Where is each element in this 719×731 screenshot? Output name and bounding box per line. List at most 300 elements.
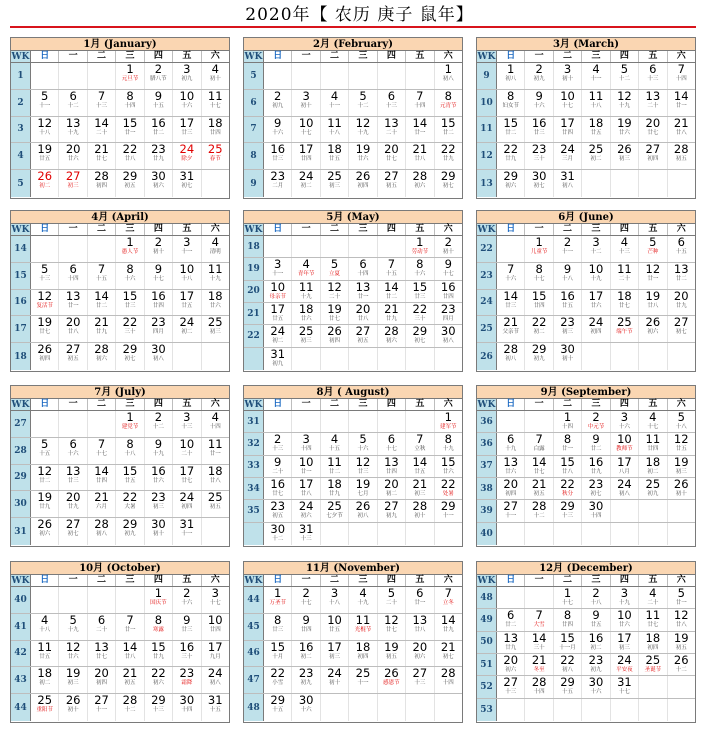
day-cell[interactable]: [611, 456, 639, 477]
day-cell[interactable]: [378, 303, 406, 324]
day-cell[interactable]: [525, 170, 553, 197]
day-cell[interactable]: [202, 263, 229, 289]
day-cell[interactable]: [292, 667, 320, 693]
day-cell[interactable]: [639, 632, 667, 653]
day-cell[interactable]: [264, 348, 292, 370]
day-cell[interactable]: [31, 343, 59, 370]
day-cell[interactable]: [31, 694, 59, 721]
day-cell[interactable]: [525, 433, 553, 454]
day-cell[interactable]: [116, 290, 144, 316]
day-cell[interactable]: [525, 90, 553, 116]
day-cell[interactable]: [264, 614, 292, 640]
day-cell[interactable]: [611, 117, 639, 143]
day-cell[interactable]: [435, 614, 462, 640]
day-cell[interactable]: [321, 641, 349, 667]
day-cell[interactable]: [145, 263, 173, 289]
day-cell[interactable]: [349, 433, 377, 454]
day-cell[interactable]: [554, 433, 582, 454]
day-cell[interactable]: [173, 170, 201, 197]
day-cell[interactable]: [173, 614, 201, 640]
day-cell[interactable]: [349, 170, 377, 197]
day-cell[interactable]: [497, 63, 525, 89]
day-cell[interactable]: [264, 90, 292, 116]
day-cell[interactable]: [582, 433, 610, 454]
day-cell[interactable]: [378, 641, 406, 667]
day-cell[interactable]: [202, 316, 229, 342]
day-cell[interactable]: [554, 170, 582, 197]
day-cell[interactable]: [292, 303, 320, 324]
day-cell[interactable]: [554, 500, 582, 521]
day-cell[interactable]: [497, 316, 525, 342]
day-cell[interactable]: [202, 667, 229, 693]
day-cell[interactable]: [145, 117, 173, 143]
day-cell[interactable]: [264, 523, 292, 545]
day-cell[interactable]: [435, 325, 462, 346]
day-cell[interactable]: [321, 500, 349, 521]
day-cell[interactable]: [292, 258, 320, 279]
day-cell[interactable]: [59, 641, 87, 667]
day-cell[interactable]: [435, 587, 462, 613]
day-cell[interactable]: [59, 694, 87, 721]
day-cell[interactable]: [88, 694, 116, 721]
day-cell[interactable]: [116, 491, 144, 517]
day-cell[interactable]: [435, 433, 462, 454]
day-cell[interactable]: [59, 316, 87, 342]
day-cell[interactable]: [639, 609, 667, 630]
day-cell[interactable]: [321, 281, 349, 302]
day-cell[interactable]: [59, 343, 87, 370]
day-cell[interactable]: [525, 609, 553, 630]
day-cell[interactable]: [292, 170, 320, 197]
day-cell[interactable]: [582, 117, 610, 143]
day-cell[interactable]: [668, 63, 695, 89]
day-cell[interactable]: [435, 411, 462, 432]
day-cell[interactable]: [145, 667, 173, 693]
day-cell[interactable]: [406, 667, 434, 693]
day-cell[interactable]: [406, 433, 434, 454]
day-cell[interactable]: [378, 325, 406, 346]
day-cell[interactable]: [321, 325, 349, 346]
day-cell[interactable]: [582, 587, 610, 608]
day-cell[interactable]: [59, 614, 87, 640]
day-cell[interactable]: [264, 587, 292, 613]
day-cell[interactable]: [116, 117, 144, 143]
day-cell[interactable]: [611, 609, 639, 630]
day-cell[interactable]: [202, 614, 229, 640]
day-cell[interactable]: [116, 667, 144, 693]
day-cell[interactable]: [173, 641, 201, 667]
day-cell[interactable]: [31, 90, 59, 116]
day-cell[interactable]: [668, 290, 695, 316]
day-cell[interactable]: [173, 63, 201, 89]
day-cell[interactable]: [292, 281, 320, 302]
day-cell[interactable]: [145, 143, 173, 169]
day-cell[interactable]: [497, 117, 525, 143]
day-cell[interactable]: [406, 325, 434, 346]
day-cell[interactable]: [88, 518, 116, 545]
day-cell[interactable]: [145, 90, 173, 116]
day-cell[interactable]: [116, 438, 144, 464]
day-cell[interactable]: [639, 478, 667, 499]
day-cell[interactable]: [639, 456, 667, 477]
day-cell[interactable]: [554, 236, 582, 262]
day-cell[interactable]: [611, 316, 639, 342]
day-cell[interactable]: [116, 465, 144, 491]
day-cell[interactable]: [202, 117, 229, 143]
day-cell[interactable]: [668, 456, 695, 477]
day-cell[interactable]: [349, 614, 377, 640]
day-cell[interactable]: [435, 170, 462, 197]
day-cell[interactable]: [349, 325, 377, 346]
day-cell[interactable]: [349, 281, 377, 302]
day-cell[interactable]: [321, 456, 349, 477]
day-cell[interactable]: [202, 63, 229, 89]
day-cell[interactable]: [145, 587, 173, 613]
day-cell[interactable]: [31, 465, 59, 491]
day-cell[interactable]: [145, 518, 173, 545]
day-cell[interactable]: [292, 478, 320, 499]
day-cell[interactable]: [264, 258, 292, 279]
day-cell[interactable]: [525, 676, 553, 697]
day-cell[interactable]: [554, 63, 582, 89]
day-cell[interactable]: [292, 143, 320, 169]
day-cell[interactable]: [525, 143, 553, 169]
day-cell[interactable]: [31, 263, 59, 289]
day-cell[interactable]: [31, 316, 59, 342]
day-cell[interactable]: [202, 694, 229, 721]
day-cell[interactable]: [497, 609, 525, 630]
day-cell[interactable]: [202, 411, 229, 437]
day-cell[interactable]: [31, 143, 59, 169]
day-cell[interactable]: [497, 456, 525, 477]
day-cell[interactable]: [525, 632, 553, 653]
day-cell[interactable]: [435, 667, 462, 693]
day-cell[interactable]: [145, 236, 173, 262]
day-cell[interactable]: [554, 676, 582, 697]
day-cell[interactable]: [173, 491, 201, 517]
day-cell[interactable]: [173, 518, 201, 545]
day-cell[interactable]: [88, 667, 116, 693]
day-cell[interactable]: [435, 641, 462, 667]
day-cell[interactable]: [525, 236, 553, 262]
day-cell[interactable]: [59, 170, 87, 197]
day-cell[interactable]: [202, 236, 229, 262]
day-cell[interactable]: [116, 263, 144, 289]
day-cell[interactable]: [435, 143, 462, 169]
day-cell[interactable]: [202, 290, 229, 316]
day-cell[interactable]: [668, 632, 695, 653]
day-cell[interactable]: [497, 500, 525, 521]
day-cell[interactable]: [116, 90, 144, 116]
day-cell[interactable]: [435, 236, 462, 257]
day-cell[interactable]: [349, 478, 377, 499]
day-cell[interactable]: [668, 143, 695, 169]
day-cell[interactable]: [611, 411, 639, 432]
day-cell[interactable]: [31, 667, 59, 693]
day-cell[interactable]: [582, 500, 610, 521]
day-cell[interactable]: [116, 641, 144, 667]
day-cell[interactable]: [378, 117, 406, 143]
day-cell[interactable]: [378, 500, 406, 521]
day-cell[interactable]: [349, 143, 377, 169]
day-cell[interactable]: [321, 303, 349, 324]
day-cell[interactable]: [406, 170, 434, 197]
day-cell[interactable]: [59, 143, 87, 169]
day-cell[interactable]: [497, 433, 525, 454]
day-cell[interactable]: [611, 290, 639, 316]
day-cell[interactable]: [668, 236, 695, 262]
day-cell[interactable]: [582, 676, 610, 697]
day-cell[interactable]: [406, 117, 434, 143]
day-cell[interactable]: [88, 438, 116, 464]
day-cell[interactable]: [668, 478, 695, 499]
day-cell[interactable]: [582, 90, 610, 116]
day-cell[interactable]: [145, 465, 173, 491]
day-cell[interactable]: [554, 456, 582, 477]
day-cell[interactable]: [582, 632, 610, 653]
day-cell[interactable]: [264, 433, 292, 454]
day-cell[interactable]: [554, 654, 582, 675]
day-cell[interactable]: [292, 694, 320, 721]
day-cell[interactable]: [349, 117, 377, 143]
day-cell[interactable]: [292, 500, 320, 521]
day-cell[interactable]: [145, 343, 173, 370]
day-cell[interactable]: [202, 143, 229, 169]
day-cell[interactable]: [264, 478, 292, 499]
day-cell[interactable]: [116, 170, 144, 197]
day-cell[interactable]: [59, 117, 87, 143]
day-cell[interactable]: [321, 117, 349, 143]
day-cell[interactable]: [173, 694, 201, 721]
day-cell[interactable]: [264, 325, 292, 346]
day-cell[interactable]: [349, 258, 377, 279]
day-cell[interactable]: [497, 654, 525, 675]
day-cell[interactable]: [525, 500, 553, 521]
day-cell[interactable]: [116, 316, 144, 342]
day-cell[interactable]: [525, 63, 553, 89]
day-cell[interactable]: [116, 518, 144, 545]
day-cell[interactable]: [349, 667, 377, 693]
day-cell[interactable]: [59, 667, 87, 693]
day-cell[interactable]: [554, 263, 582, 289]
day-cell[interactable]: [406, 258, 434, 279]
day-cell[interactable]: [202, 587, 229, 613]
day-cell[interactable]: [31, 290, 59, 316]
day-cell[interactable]: [173, 667, 201, 693]
day-cell[interactable]: [639, 90, 667, 116]
day-cell[interactable]: [406, 641, 434, 667]
day-cell[interactable]: [582, 290, 610, 316]
day-cell[interactable]: [378, 258, 406, 279]
day-cell[interactable]: [435, 456, 462, 477]
day-cell[interactable]: [173, 587, 201, 613]
day-cell[interactable]: [145, 63, 173, 89]
day-cell[interactable]: [31, 491, 59, 517]
day-cell[interactable]: [582, 63, 610, 89]
day-cell[interactable]: [292, 325, 320, 346]
day-cell[interactable]: [378, 478, 406, 499]
day-cell[interactable]: [525, 290, 553, 316]
day-cell[interactable]: [497, 263, 525, 289]
day-cell[interactable]: [406, 90, 434, 116]
day-cell[interactable]: [435, 258, 462, 279]
day-cell[interactable]: [145, 411, 173, 437]
day-cell[interactable]: [497, 676, 525, 697]
day-cell[interactable]: [173, 117, 201, 143]
day-cell[interactable]: [406, 456, 434, 477]
day-cell[interactable]: [321, 667, 349, 693]
day-cell[interactable]: [321, 143, 349, 169]
day-cell[interactable]: [639, 290, 667, 316]
day-cell[interactable]: [88, 263, 116, 289]
day-cell[interactable]: [116, 343, 144, 370]
day-cell[interactable]: [406, 281, 434, 302]
day-cell[interactable]: [116, 614, 144, 640]
day-cell[interactable]: [173, 316, 201, 342]
day-cell[interactable]: [378, 587, 406, 613]
day-cell[interactable]: [202, 90, 229, 116]
day-cell[interactable]: [349, 456, 377, 477]
day-cell[interactable]: [145, 641, 173, 667]
day-cell[interactable]: [611, 236, 639, 262]
day-cell[interactable]: [639, 587, 667, 608]
day-cell[interactable]: [639, 236, 667, 262]
day-cell[interactable]: [525, 316, 553, 342]
day-cell[interactable]: [264, 170, 292, 197]
day-cell[interactable]: [88, 343, 116, 370]
day-cell[interactable]: [435, 90, 462, 116]
day-cell[interactable]: [611, 63, 639, 89]
day-cell[interactable]: [497, 632, 525, 653]
day-cell[interactable]: [59, 263, 87, 289]
day-cell[interactable]: [173, 143, 201, 169]
day-cell[interactable]: [88, 170, 116, 197]
day-cell[interactable]: [497, 290, 525, 316]
day-cell[interactable]: [264, 281, 292, 302]
day-cell[interactable]: [292, 641, 320, 667]
day-cell[interactable]: [554, 290, 582, 316]
day-cell[interactable]: [554, 587, 582, 608]
day-cell[interactable]: [582, 654, 610, 675]
day-cell[interactable]: [292, 433, 320, 454]
day-cell[interactable]: [349, 587, 377, 613]
day-cell[interactable]: [668, 316, 695, 342]
day-cell[interactable]: [59, 438, 87, 464]
day-cell[interactable]: [264, 117, 292, 143]
day-cell[interactable]: [554, 411, 582, 432]
day-cell[interactable]: [611, 478, 639, 499]
day-cell[interactable]: [88, 290, 116, 316]
day-cell[interactable]: [349, 641, 377, 667]
day-cell[interactable]: [202, 465, 229, 491]
day-cell[interactable]: [639, 263, 667, 289]
day-cell[interactable]: [321, 433, 349, 454]
day-cell[interactable]: [497, 143, 525, 169]
day-cell[interactable]: [145, 614, 173, 640]
day-cell[interactable]: [525, 263, 553, 289]
day-cell[interactable]: [406, 143, 434, 169]
day-cell[interactable]: [31, 117, 59, 143]
day-cell[interactable]: [88, 117, 116, 143]
day-cell[interactable]: [116, 63, 144, 89]
day-cell[interactable]: [611, 587, 639, 608]
day-cell[interactable]: [582, 411, 610, 432]
day-cell[interactable]: [88, 143, 116, 169]
day-cell[interactable]: [525, 117, 553, 143]
day-cell[interactable]: [264, 641, 292, 667]
day-cell[interactable]: [31, 170, 59, 197]
day-cell[interactable]: [116, 236, 144, 262]
day-cell[interactable]: [59, 90, 87, 116]
day-cell[interactable]: [668, 263, 695, 289]
day-cell[interactable]: [582, 263, 610, 289]
day-cell[interactable]: [264, 667, 292, 693]
day-cell[interactable]: [378, 90, 406, 116]
day-cell[interactable]: [173, 411, 201, 437]
day-cell[interactable]: [88, 641, 116, 667]
day-cell[interactable]: [292, 523, 320, 545]
day-cell[interactable]: [611, 263, 639, 289]
day-cell[interactable]: [639, 654, 667, 675]
day-cell[interactable]: [292, 614, 320, 640]
day-cell[interactable]: [145, 290, 173, 316]
day-cell[interactable]: [554, 478, 582, 499]
day-cell[interactable]: [349, 90, 377, 116]
day-cell[interactable]: [611, 632, 639, 653]
day-cell[interactable]: [554, 609, 582, 630]
day-cell[interactable]: [321, 478, 349, 499]
day-cell[interactable]: [406, 500, 434, 521]
day-cell[interactable]: [668, 117, 695, 143]
day-cell[interactable]: [611, 90, 639, 116]
day-cell[interactable]: [88, 90, 116, 116]
day-cell[interactable]: [406, 303, 434, 324]
day-cell[interactable]: [497, 478, 525, 499]
day-cell[interactable]: [59, 465, 87, 491]
day-cell[interactable]: [31, 438, 59, 464]
day-cell[interactable]: [406, 587, 434, 613]
day-cell[interactable]: [406, 236, 434, 257]
day-cell[interactable]: [378, 281, 406, 302]
day-cell[interactable]: [582, 478, 610, 499]
day-cell[interactable]: [145, 438, 173, 464]
day-cell[interactable]: [554, 343, 582, 370]
day-cell[interactable]: [639, 63, 667, 89]
day-cell[interactable]: [668, 654, 695, 675]
day-cell[interactable]: [145, 694, 173, 721]
day-cell[interactable]: [378, 614, 406, 640]
day-cell[interactable]: [378, 143, 406, 169]
day-cell[interactable]: [582, 609, 610, 630]
day-cell[interactable]: [668, 587, 695, 608]
day-cell[interactable]: [145, 316, 173, 342]
day-cell[interactable]: [378, 456, 406, 477]
day-cell[interactable]: [292, 587, 320, 613]
day-cell[interactable]: [639, 433, 667, 454]
day-cell[interactable]: [202, 491, 229, 517]
day-cell[interactable]: [525, 343, 553, 370]
day-cell[interactable]: [59, 518, 87, 545]
day-cell[interactable]: [582, 456, 610, 477]
day-cell[interactable]: [497, 90, 525, 116]
day-cell[interactable]: [292, 90, 320, 116]
day-cell[interactable]: [611, 143, 639, 169]
day-cell[interactable]: [173, 290, 201, 316]
day-cell[interactable]: [582, 143, 610, 169]
day-cell[interactable]: [349, 303, 377, 324]
day-cell[interactable]: [525, 456, 553, 477]
day-cell[interactable]: [435, 500, 462, 521]
